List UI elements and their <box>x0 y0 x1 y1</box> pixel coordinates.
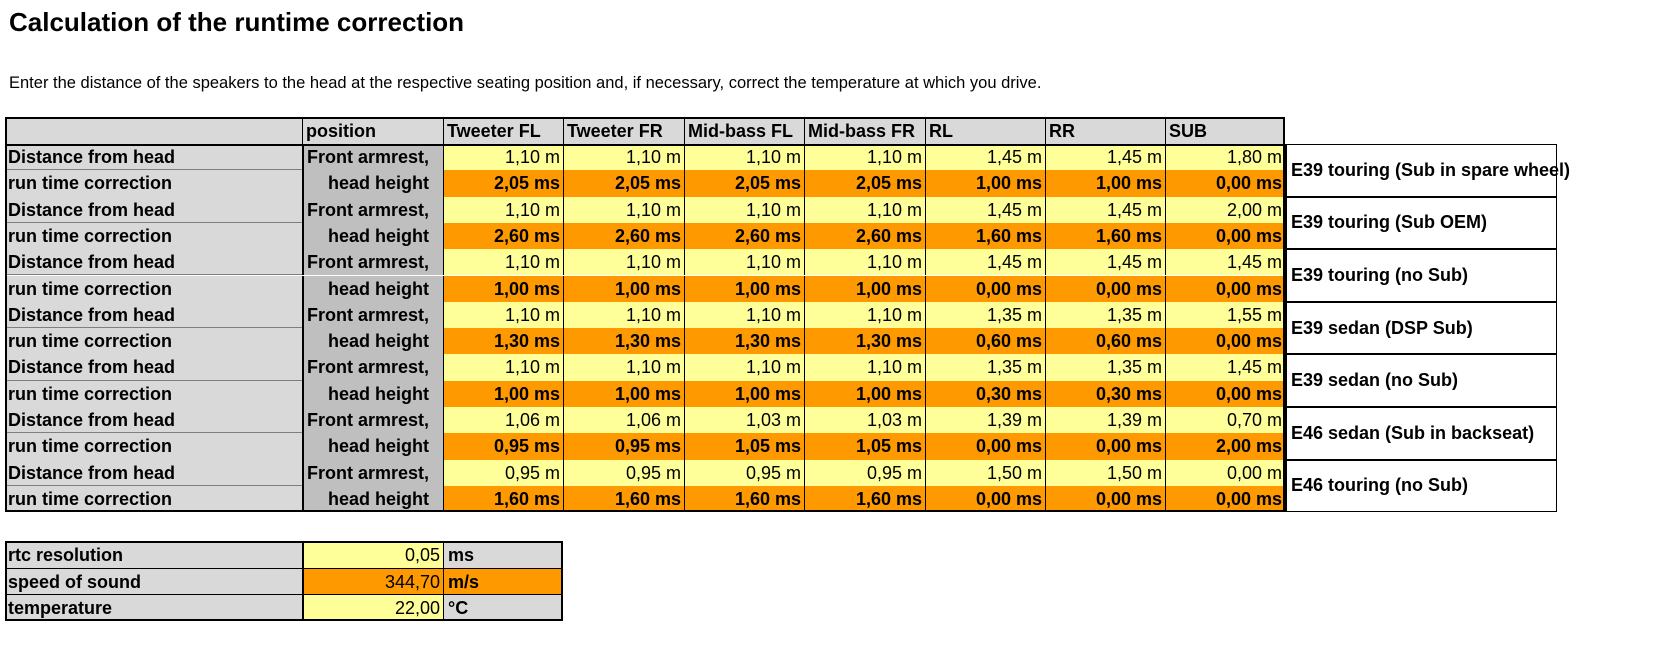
column-header-rr: RR <box>1045 117 1165 144</box>
listening-position-line1: Front armrest, <box>302 407 443 433</box>
car-model-label: E46 touring (no Sub) <box>1285 460 1557 513</box>
distance-row-label: Distance from head <box>5 302 302 328</box>
distance-cell-mid-bass-fl[interactable]: 1,10 m <box>684 197 804 223</box>
rtc-cell-sub: 0,00 ms <box>1165 328 1285 354</box>
listening-position-line1: Front armrest, <box>302 460 443 486</box>
rtc-cell-mid-bass-fl: 1,30 ms <box>684 328 804 354</box>
rtc-cell-sub: 2,00 ms <box>1165 433 1285 459</box>
rtc-cell-rr: 0,60 ms <box>1045 328 1165 354</box>
rtc-cell-mid-bass-fr: 1,00 ms <box>804 381 925 407</box>
rtc-cell-sub: 0,00 ms <box>1165 381 1285 407</box>
column-header-label <box>5 117 302 144</box>
distance-cell-sub[interactable]: 1,45 m <box>1165 249 1285 275</box>
distance-cell-mid-bass-fr[interactable]: 1,10 m <box>804 302 925 328</box>
column-header-tweeter-fr: Tweeter FR <box>563 117 684 144</box>
listening-position-line1: Front armrest, <box>302 197 443 223</box>
distance-cell-tweeter-fr[interactable]: 0,95 m <box>563 460 684 486</box>
page-instructions: Enter the distance of the speakers to the head at the respective seating position and, if necessary, correct the temperature at which you drive. <box>9 74 1042 92</box>
listening-position-line2: head height <box>302 381 443 407</box>
listening-position-line1: Front armrest, <box>302 354 443 380</box>
car-model-label: E39 touring (Sub OEM) <box>1285 197 1557 250</box>
rtc-cell-rl: 1,60 ms <box>925 223 1045 249</box>
distance-cell-rr[interactable]: 1,45 m <box>1045 197 1165 223</box>
listening-position-line2: head height <box>302 486 443 512</box>
rtc-cell-tweeter-fr: 1,60 ms <box>563 486 684 512</box>
distance-cell-sub[interactable]: 1,80 m <box>1165 144 1285 170</box>
rtc-cell-tweeter-fr: 2,05 ms <box>563 170 684 196</box>
distance-cell-mid-bass-fl[interactable]: 0,95 m <box>684 460 804 486</box>
distance-cell-tweeter-fl[interactable]: 1,10 m <box>443 144 563 170</box>
distance-cell-rl[interactable]: 1,45 m <box>925 197 1045 223</box>
distance-cell-sub[interactable]: 1,55 m <box>1165 302 1285 328</box>
distance-cell-tweeter-fl[interactable]: 1,06 m <box>443 407 563 433</box>
distance-cell-tweeter-fl[interactable]: 1,10 m <box>443 354 563 380</box>
rtc-cell-mid-bass-fr: 2,60 ms <box>804 223 925 249</box>
rtc-row-label: run time correction <box>5 223 302 249</box>
column-header-mid-bass-fr: Mid-bass FR <box>804 117 925 144</box>
distance-cell-rl[interactable]: 1,35 m <box>925 354 1045 380</box>
rtc-cell-rl: 0,00 ms <box>925 486 1045 512</box>
distance-cell-tweeter-fr[interactable]: 1,10 m <box>563 249 684 275</box>
listening-position-line2: head height <box>302 433 443 459</box>
column-header-mid-bass-fl: Mid-bass FL <box>684 117 804 144</box>
rtc-cell-sub: 0,00 ms <box>1165 276 1285 302</box>
distance-cell-mid-bass-fl[interactable]: 1,03 m <box>684 407 804 433</box>
distance-cell-tweeter-fl[interactable]: 1,10 m <box>443 197 563 223</box>
listening-position-line2: head height <box>302 328 443 354</box>
rtc-cell-rl: 0,60 ms <box>925 328 1045 354</box>
listening-position-line2: head height <box>302 170 443 196</box>
distance-row-label: Distance from head <box>5 354 302 380</box>
rtc-cell-rr: 0,00 ms <box>1045 486 1165 512</box>
rtc-cell-tweeter-fl: 2,05 ms <box>443 170 563 196</box>
car-model-label: E39 touring (Sub in spare wheel) <box>1285 144 1557 197</box>
setting-label: rtc resolution <box>5 541 302 568</box>
setting-value[interactable]: 0,05 <box>302 541 443 568</box>
listening-position-line1: Front armrest, <box>302 302 443 328</box>
distance-cell-rl[interactable]: 1,45 m <box>925 249 1045 275</box>
rtc-cell-mid-bass-fl: 2,60 ms <box>684 223 804 249</box>
distance-cell-mid-bass-fr[interactable]: 0,95 m <box>804 460 925 486</box>
rtc-cell-rr: 1,00 ms <box>1045 170 1165 196</box>
distance-cell-mid-bass-fr[interactable]: 1,03 m <box>804 407 925 433</box>
distance-cell-tweeter-fr[interactable]: 1,10 m <box>563 302 684 328</box>
setting-unit: m/s <box>443 568 563 595</box>
rtc-cell-tweeter-fl: 1,00 ms <box>443 276 563 302</box>
setting-value: 344,70 <box>302 568 443 595</box>
rtc-cell-tweeter-fr: 1,00 ms <box>563 276 684 302</box>
page-title: Calculation of the runtime correction <box>9 7 465 37</box>
distance-cell-mid-bass-fr[interactable]: 1,10 m <box>804 197 925 223</box>
rtc-cell-sub: 0,00 ms <box>1165 486 1285 512</box>
distance-cell-mid-bass-fl[interactable]: 1,10 m <box>684 302 804 328</box>
distance-row-label: Distance from head <box>5 407 302 433</box>
distance-cell-rr[interactable]: 1,50 m <box>1045 460 1165 486</box>
rtc-cell-tweeter-fr: 2,60 ms <box>563 223 684 249</box>
setting-label: temperature <box>5 594 302 621</box>
rtc-cell-mid-bass-fr: 1,60 ms <box>804 486 925 512</box>
rtc-cell-mid-bass-fr: 2,05 ms <box>804 170 925 196</box>
distance-cell-mid-bass-fr[interactable]: 1,10 m <box>804 354 925 380</box>
rtc-cell-mid-bass-fr: 1,00 ms <box>804 276 925 302</box>
distance-cell-mid-bass-fl[interactable]: 1,10 m <box>684 144 804 170</box>
column-header-sub: SUB <box>1165 117 1285 144</box>
rtc-cell-tweeter-fl: 0,95 ms <box>443 433 563 459</box>
distance-cell-sub[interactable]: 0,00 m <box>1165 460 1285 486</box>
rtc-cell-mid-bass-fl: 1,00 ms <box>684 381 804 407</box>
distance-cell-tweeter-fr[interactable]: 1,10 m <box>563 197 684 223</box>
distance-cell-rl[interactable]: 1,35 m <box>925 302 1045 328</box>
listening-position-line2: head height <box>302 276 443 302</box>
distance-row-label: Distance from head <box>5 249 302 275</box>
car-model-label: E39 touring (no Sub) <box>1285 249 1557 302</box>
rtc-cell-rl: 0,00 ms <box>925 276 1045 302</box>
distance-cell-tweeter-fl[interactable]: 1,10 m <box>443 249 563 275</box>
distance-cell-rl[interactable]: 1,45 m <box>925 144 1045 170</box>
rtc-row-label: run time correction <box>5 170 302 196</box>
rtc-cell-sub: 0,00 ms <box>1165 223 1285 249</box>
rtc-row-label: run time correction <box>5 486 302 512</box>
distance-cell-rl[interactable]: 1,50 m <box>925 460 1045 486</box>
rtc-row-label: run time correction <box>5 381 302 407</box>
rtc-cell-tweeter-fr: 0,95 ms <box>563 433 684 459</box>
rtc-cell-rr: 0,30 ms <box>1045 381 1165 407</box>
rtc-cell-mid-bass-fl: 2,05 ms <box>684 170 804 196</box>
rtc-cell-tweeter-fr: 1,00 ms <box>563 381 684 407</box>
rtc-cell-tweeter-fl: 1,00 ms <box>443 381 563 407</box>
distance-cell-rr[interactable]: 1,39 m <box>1045 407 1165 433</box>
rtc-cell-rl: 1,00 ms <box>925 170 1045 196</box>
car-model-label: E46 sedan (Sub in backseat) <box>1285 407 1557 460</box>
distance-cell-tweeter-fl[interactable]: 1,10 m <box>443 302 563 328</box>
rtc-row-label: run time correction <box>5 433 302 459</box>
setting-unit: °C <box>443 594 563 621</box>
distance-row-label: Distance from head <box>5 460 302 486</box>
rtc-cell-rr: 1,60 ms <box>1045 223 1165 249</box>
rtc-cell-sub: 0,00 ms <box>1165 170 1285 196</box>
distance-row-label: Distance from head <box>5 197 302 223</box>
column-header-tweeter-fl: Tweeter FL <box>443 117 563 144</box>
rtc-cell-mid-bass-fl: 1,00 ms <box>684 276 804 302</box>
rtc-cell-tweeter-fl: 1,30 ms <box>443 328 563 354</box>
distance-cell-sub[interactable]: 2,00 m <box>1165 197 1285 223</box>
distance-cell-sub[interactable]: 0,70 m <box>1165 407 1285 433</box>
distance-cell-rr[interactable]: 1,35 m <box>1045 354 1165 380</box>
distance-cell-mid-bass-fl[interactable]: 1,10 m <box>684 249 804 275</box>
setting-label: speed of sound <box>5 568 302 595</box>
column-header-position: position <box>302 117 443 144</box>
rtc-cell-mid-bass-fr: 1,05 ms <box>804 433 925 459</box>
column-header-rl: RL <box>925 117 1045 144</box>
car-model-label: E39 sedan (DSP Sub) <box>1285 302 1557 355</box>
listening-position-line1: Front armrest, <box>302 144 443 170</box>
distance-row-label: Distance from head <box>5 144 302 170</box>
setting-unit: ms <box>443 541 563 568</box>
rtc-cell-tweeter-fl: 2,60 ms <box>443 223 563 249</box>
distance-cell-rr[interactable]: 1,45 m <box>1045 144 1165 170</box>
listening-position-line2: head height <box>302 223 443 249</box>
rtc-cell-rr: 0,00 ms <box>1045 276 1165 302</box>
rtc-row-label: run time correction <box>5 328 302 354</box>
setting-value[interactable]: 22,00 <box>302 594 443 621</box>
distance-cell-tweeter-fr[interactable]: 1,06 m <box>563 407 684 433</box>
car-model-label: E39 sedan (no Sub) <box>1285 354 1557 407</box>
rtc-cell-tweeter-fr: 1,30 ms <box>563 328 684 354</box>
distance-cell-mid-bass-fl[interactable]: 1,10 m <box>684 354 804 380</box>
rtc-cell-tweeter-fl: 1,60 ms <box>443 486 563 512</box>
rtc-cell-rl: 0,00 ms <box>925 433 1045 459</box>
listening-position-line1: Front armrest, <box>302 249 443 275</box>
rtc-cell-mid-bass-fl: 1,05 ms <box>684 433 804 459</box>
distance-cell-mid-bass-fr[interactable]: 1,10 m <box>804 249 925 275</box>
distance-cell-rl[interactable]: 1,39 m <box>925 407 1045 433</box>
rtc-cell-rr: 0,00 ms <box>1045 433 1165 459</box>
rtc-cell-mid-bass-fl: 1,60 ms <box>684 486 804 512</box>
distance-cell-rr[interactable]: 1,35 m <box>1045 302 1165 328</box>
distance-cell-rr[interactable]: 1,45 m <box>1045 249 1165 275</box>
rtc-cell-mid-bass-fr: 1,30 ms <box>804 328 925 354</box>
distance-cell-mid-bass-fr[interactable]: 1,10 m <box>804 144 925 170</box>
rtc-cell-rl: 0,30 ms <box>925 381 1045 407</box>
distance-cell-tweeter-fr[interactable]: 1,10 m <box>563 144 684 170</box>
distance-cell-tweeter-fl[interactable]: 0,95 m <box>443 460 563 486</box>
rtc-row-label: run time correction <box>5 276 302 302</box>
distance-cell-tweeter-fr[interactable]: 1,10 m <box>563 354 684 380</box>
distance-cell-sub[interactable]: 1,45 m <box>1165 354 1285 380</box>
